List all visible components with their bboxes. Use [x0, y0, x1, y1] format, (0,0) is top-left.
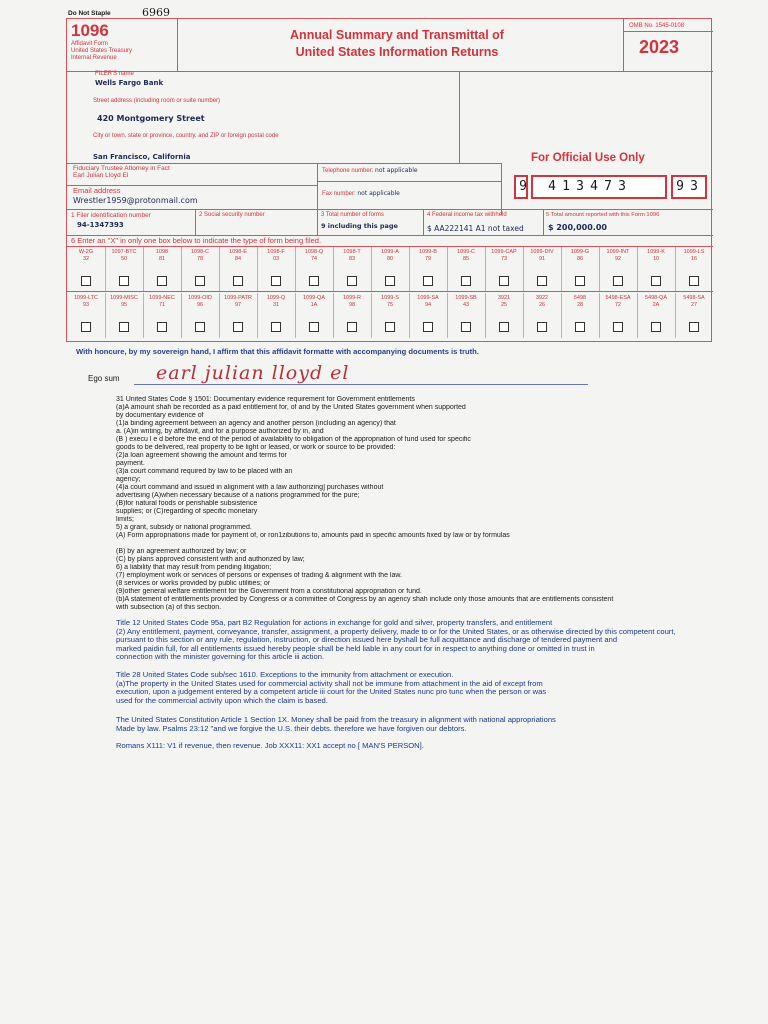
form-type-label: 1098-F 03 — [267, 249, 285, 262]
handwritten-signature: earl julian lloyd el — [156, 362, 350, 384]
box1-ein: 94-1347393 — [77, 221, 124, 229]
form-type-checkbox[interactable] — [81, 276, 91, 286]
form-type-label: 1099-SB 43 — [455, 295, 477, 308]
official-use-label: For Official Use Only — [531, 152, 645, 164]
form-type-checkbox[interactable] — [537, 322, 547, 332]
form-type-label: 3921 25 — [497, 295, 511, 308]
legal-text-line: The United States Constitution Article 1 Section 1X. Money shall be paid from the treasury in alignment with national appropriations — [116, 716, 556, 724]
legal-text-line: goods to be delivered, real property to be light or leased, or work or source to be provided: — [116, 444, 396, 451]
legal-text-line: payment. — [116, 460, 145, 467]
form-type-label: 1099-C 85 — [456, 249, 476, 262]
usc-1501-text — [116, 396, 706, 612]
form-type-checkbox[interactable] — [537, 276, 547, 286]
legal-text-line: limits; — [116, 516, 134, 523]
form-type-checkbox[interactable] — [157, 276, 167, 286]
box1-label: 1 Filer identification number — [71, 212, 151, 219]
filer-name-label: FILER'S name — [95, 71, 134, 77]
form-type-label: 1099-OID 96 — [188, 295, 212, 308]
legal-text-line: (B) by an agreement authorized by law; or — [116, 548, 247, 555]
form-type-checkbox[interactable] — [309, 276, 319, 286]
omb-number: OMB No. 1545-0108 — [629, 23, 685, 29]
box4-label: 4 Federal income tax withheld — [427, 212, 507, 218]
legal-text-line: (b)A statement of entitlements provided by Congress or a committee of Congress by an agency shah include only those amounts that are entitlements consistent — [116, 596, 614, 603]
form-type-checkbox[interactable] — [347, 322, 357, 332]
form-type-label: 5498-ESA 72 — [605, 295, 631, 308]
box6-label: 6 Enter an "X" in only one box below to indicate the type of form being filed. — [71, 236, 322, 245]
form-type-checkbox[interactable] — [119, 276, 129, 286]
form-type-label: 1098-T 83 — [343, 249, 361, 262]
legal-text-line: 31 United States Code § 1501: Documentary evidence requirement for Government entitlements — [116, 396, 415, 403]
form-type-label: 5498-QA 2A — [644, 295, 667, 308]
contact-name: Fiduciary Trustee Attorney in Fact Earl Julian Lloyd El — [73, 165, 170, 179]
legal-text-line: (7) employment work or services of persons or expenses of trading & alignment with the law. — [116, 572, 402, 579]
form-type-checkbox[interactable] — [499, 276, 509, 286]
form-type-label: 1097-BTC 50 — [111, 249, 137, 262]
form-title: Annual Summary and Transmittal of United States Information Returns — [290, 28, 504, 59]
legal-text-line: (2)a loan agreement showing the amount and terms for — [116, 452, 287, 459]
form-type-checkbox[interactable] — [461, 276, 471, 286]
form-type-label: 1098 81 — [155, 249, 169, 262]
form-type-label: 1099-LS 16 — [683, 249, 705, 262]
legal-text-line: (B ) execu l e d before the end of the period of availability to obligation of the appropriation of fund used for specific — [116, 436, 471, 443]
email-address: Wrestler1959@protonmail.com — [73, 196, 198, 205]
box5-total: $ 200,000.00 — [548, 223, 607, 232]
telephone-field: Telephone number: not applicable — [322, 167, 418, 174]
legal-text-line: marked paidin full, for all entitlements issued hereby people shall be held liable in any court for in respect to anything done or omitted in trust in — [116, 644, 595, 653]
form-type-label: 1099-K 10 — [647, 249, 665, 262]
legal-text-line: a. (A)in writing, by affidavit, and for a purpose authorized by in, and — [116, 428, 324, 435]
box4-value: $ AA222141 A1 not taxed — [427, 224, 524, 233]
form-type-label: 1099-MISC 95 — [110, 295, 138, 308]
legal-text-line: (a)A amount shah be recorded as a paid entitlement for, of and by the United States government when supported — [116, 404, 466, 411]
form-type-checkbox[interactable] — [499, 322, 509, 332]
legal-text-line: (8 services or works provided by public utilities; or — [116, 580, 271, 587]
box3-value: 9 including this page — [321, 222, 398, 230]
filer-name: Wells Fargo Bank — [95, 79, 164, 87]
title12-text — [116, 619, 706, 662]
legal-text-line: by documentary evidence of — [116, 412, 204, 419]
form-type-checkbox[interactable] — [119, 322, 129, 332]
form-type-checkbox[interactable] — [575, 276, 585, 286]
official-use-box-a: 9 — [514, 175, 528, 199]
form-type-label: W-2G 32 — [78, 249, 94, 262]
official-use-box-b: 4 1 3 4 7 3 — [531, 175, 667, 199]
form-type-label: 1099-S 75 — [381, 295, 399, 308]
form-type-label: 5498 28 — [573, 295, 587, 308]
form-type-checkbox[interactable] — [81, 322, 91, 332]
form-number: 1096 — [71, 21, 109, 40]
legal-text-line: agency; — [116, 476, 141, 483]
email-label: Email address — [73, 186, 121, 195]
form-type-checkbox[interactable] — [233, 322, 243, 332]
legal-text-line: (3)a court command required by law to be placed with an — [116, 468, 293, 475]
box5-label: 5 Total amount reported with this Form 1096 — [546, 212, 660, 218]
form-type-checkbox[interactable] — [461, 322, 471, 332]
legal-text-line: (A) Form appropriations made for payment of, or ron1zibutions to, amounts paid in specific amounts fixed by law or by formulas — [116, 532, 510, 539]
form-type-checkbox[interactable] — [385, 322, 395, 332]
form-type-checkbox[interactable] — [423, 276, 433, 286]
form-type-label: 3922 26 — [535, 295, 549, 308]
legal-text-line: 6) a liability that may result from pending litigation; — [116, 564, 272, 571]
legal-text-line: advertising (A)when necessary because of a nations programmed for the pure; — [116, 492, 360, 499]
form-type-checkbox[interactable] — [195, 276, 205, 286]
street-address: 420 Montgomery Street — [97, 114, 205, 123]
form-type-checkbox[interactable] — [347, 276, 357, 286]
form-type-label: 1098-C 78 — [190, 249, 210, 262]
legal-text-line: Title 28 United States Code sub/sec 1610. Exceptions to the immunity from attachment or execution. — [116, 671, 454, 679]
form-type-checkbox[interactable] — [651, 322, 661, 332]
form-type-checkbox[interactable] — [195, 322, 205, 332]
form-type-checkbox[interactable] — [651, 276, 661, 286]
legal-text-line: connection with the minister governing for this article iii action. — [116, 653, 325, 662]
legal-text-line: (1)a binding agreement between an agency and another person (including an agency) that — [116, 420, 396, 427]
legal-text-line: (a)The property in the United States used for commercial activity shall not be immune from attachment in the aid of except from — [116, 679, 543, 688]
form-type-checkbox[interactable] — [689, 322, 699, 332]
form-subtitle: Affidavit Form United States Treasury Internal Revenue — [71, 41, 133, 61]
form-type-checkbox[interactable] — [233, 276, 243, 286]
fax-field: Fax number: not applicable — [322, 190, 400, 197]
box2-label: 2 Social security number — [199, 212, 265, 218]
romans-text: Romans X111: V1 if revenue, then revenue. Job XXX11: XX1 accept no [ MAN'S PERSON]. — [116, 741, 424, 750]
legal-text-line: (4)a court command and issued in alignment with a law authorizing] purchases without — [116, 484, 384, 491]
form-type-checkbox[interactable] — [613, 276, 623, 286]
form-type-label: 5498-SA 27 — [683, 295, 705, 308]
legal-text-line: supplies; or (C)regarding of specific monetary — [116, 508, 258, 515]
form-type-checkbox[interactable] — [613, 322, 623, 332]
legal-text-line: Title 12 United States Code 95a, part B2 Regulation for actions in exchange for gold and silver, property transfers, and entitlement — [116, 619, 553, 627]
legal-text-line: (C) by plans approved consistent with and authorized by law; — [116, 556, 305, 563]
form-type-label: 1099-R 98 — [342, 295, 362, 308]
official-use-box-c: 9 3 — [671, 175, 707, 199]
form-type-checkbox[interactable] — [309, 322, 319, 332]
form-type-label: 1099-QA 1A — [302, 295, 325, 308]
form-type-label: 1099-Q 31 — [266, 295, 286, 308]
title28-text — [116, 671, 706, 705]
form-type-label: 1099-CAP 73 — [491, 249, 517, 262]
form-type-label: 1099-DIV 91 — [530, 249, 554, 262]
form-type-label: 1099-LTC 93 — [73, 295, 99, 308]
form-type-checkbox[interactable] — [689, 276, 699, 286]
tax-year: 2023 — [639, 37, 680, 57]
form-type-checkbox[interactable] — [423, 322, 433, 332]
form-type-checkbox[interactable] — [271, 322, 281, 332]
form-type-label: 1099-SA 94 — [417, 295, 439, 308]
form-type-label: 1099-INT 92 — [606, 249, 630, 262]
form-type-label: 1099-PATR 97 — [224, 295, 252, 308]
signature-label: Ego sum — [88, 374, 120, 383]
do-not-staple-label: Do Not Staple — [68, 10, 111, 17]
city-label: City or town, state or province, country, and ZIP or foreign postal code — [93, 133, 279, 139]
street-label: Street address (including room or suite number) — [93, 98, 221, 104]
affirmation-statement: With honcure, by my sovereign hand, I affirm that this affidavit formatte with accompanying documents is truth. — [76, 347, 479, 356]
legal-text-line: Made by law. Psalms 23:12 "and we forgive the U.S. their debts. therefore we have forgiven our debtors. — [116, 724, 467, 733]
legal-text-line: used for the commercial activity upon which the claim is based. — [116, 696, 328, 705]
form-type-label: 1099-A 80 — [381, 249, 399, 262]
legal-text-line: with subsection (a) of this section. — [116, 604, 222, 611]
staple-number: 6969 — [142, 6, 170, 19]
form-type-checkbox[interactable] — [271, 276, 281, 286]
signature-line — [134, 384, 588, 385]
legal-text-line: (B)for natural foods or perishable subsistence — [116, 500, 258, 507]
city-state-zip: San Francisco, California — [93, 153, 191, 161]
form-type-label: 1099-B 79 — [419, 249, 437, 262]
legal-text-line: (2) Any entitlement, payment, conveyance, transfer, assignment, a property delivery, made to or for the United States, or as otherwise directed by this competent court, — [116, 627, 676, 636]
form-type-label: 1099-NEC 71 — [149, 295, 175, 308]
legal-text-line: execution, upon a judgement entered by a competent article iii court for the United States nunc pro tunc when the person or was — [116, 688, 547, 697]
form-type-label: 1098-Q 74 — [304, 249, 324, 262]
legal-text-line — [116, 540, 706, 548]
form-type-label: 1098-E 84 — [229, 249, 247, 262]
legal-text-line: pursuant to this section or any rule, regulation, instruction, or direction issued here byshall be full acquittance and discharge of tendered payment and — [116, 636, 618, 645]
constitution-text — [116, 716, 706, 733]
legal-text-line: 5) a grant, subsidy or national programmed. — [116, 524, 252, 531]
form-type-checkbox[interactable] — [575, 322, 585, 332]
box3-label: 3 Total number of forms — [321, 212, 384, 218]
form-type-checkbox[interactable] — [385, 276, 395, 286]
legal-text-line: (9)other general welfare entitlement for the Government from a constitutional appropriation or fund. — [116, 588, 422, 595]
form-type-label: 1099-G 86 — [570, 249, 590, 262]
form-type-checkbox[interactable] — [157, 322, 167, 332]
